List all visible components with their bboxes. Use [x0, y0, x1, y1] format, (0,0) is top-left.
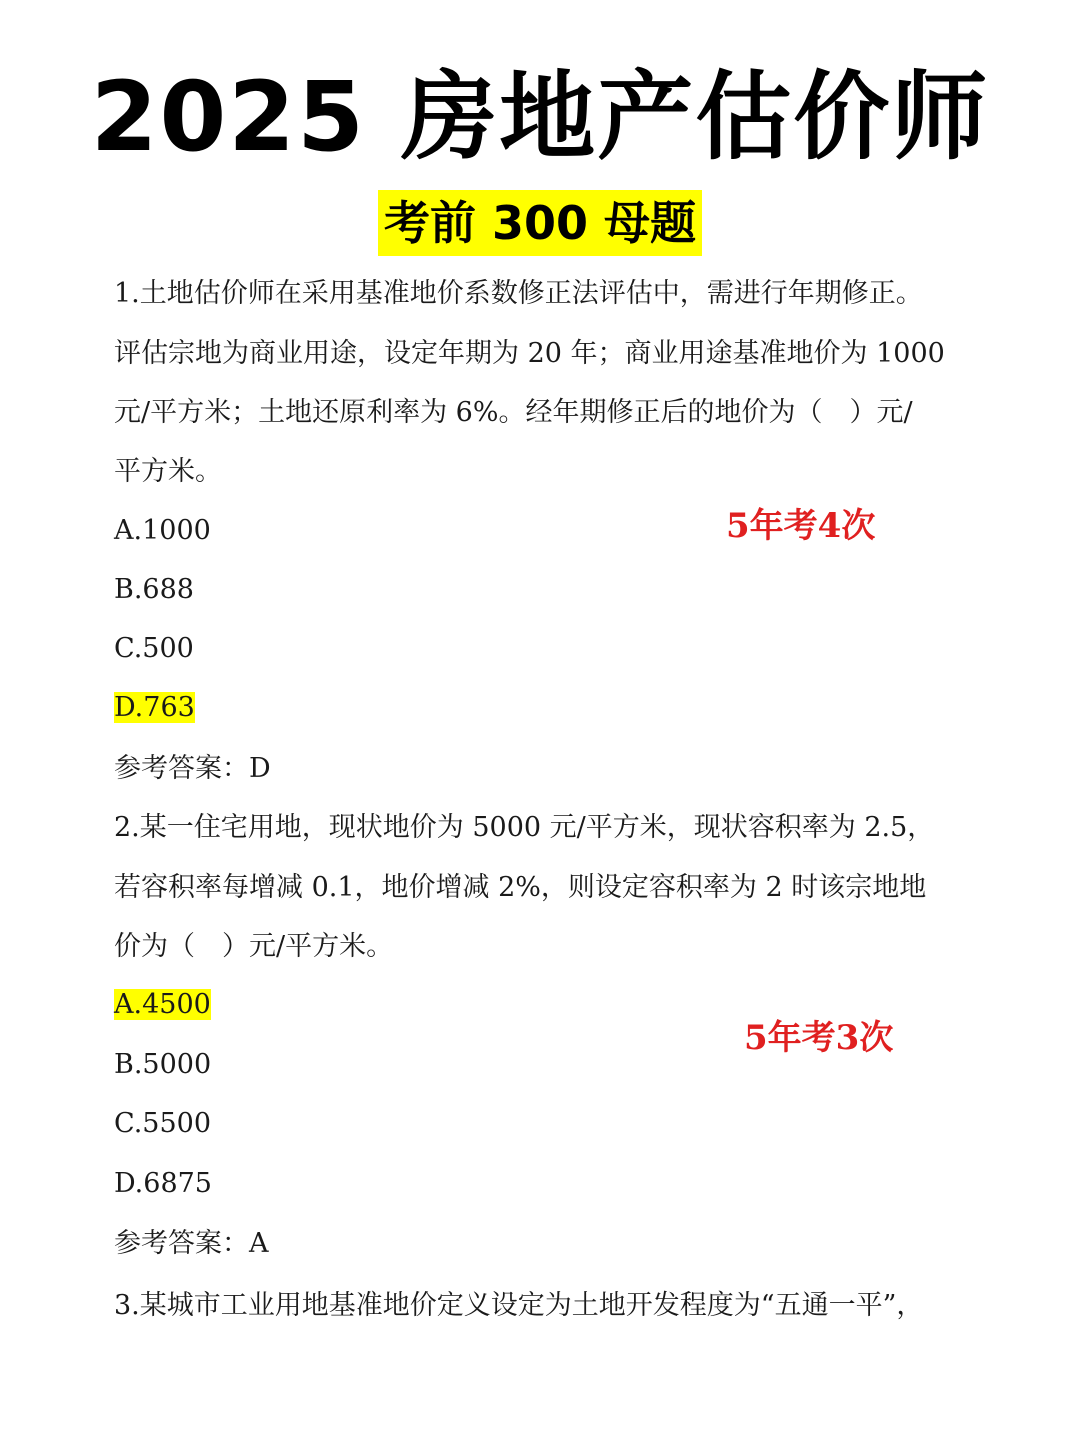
question-3-stem-line-1: 3.某城市工业用地基准地价定义设定为土地开发程度为“五通一平”，	[114, 1290, 924, 1321]
question-1-stem-line-4: 平方米。	[114, 456, 222, 487]
question-1-option-b: B.688	[114, 574, 194, 605]
question-1-option-d	[114, 690, 195, 726]
question-2-answer: 参考答案：A	[114, 1228, 269, 1259]
question-2-stem-line-2: 若容积率每增减 0.1，地价增减 2%，则设定容积率为 2 时该宗地地	[114, 872, 927, 903]
question-2-option-a	[114, 987, 211, 1023]
question-2-frequency-note: 5年考3次	[744, 1018, 894, 1058]
subtitle-container	[0, 190, 1080, 256]
subtitle-highlight: 考前 300 母题	[378, 190, 702, 256]
question-1-stem-line-1: 1.土地估价师在采用基准地价系数修正法评估中，需进行年期修正。	[114, 278, 923, 309]
question-1-answer: 参考答案：D	[114, 753, 271, 784]
question-1-highlighted-option: D.763	[114, 692, 195, 723]
question-1-frequency-note: 5年考4次	[726, 506, 876, 546]
question-2-option-c: C.5500	[114, 1108, 211, 1139]
question-2-highlighted-option: A.4500	[114, 989, 211, 1020]
question-1-option-a: A.1000	[114, 515, 211, 546]
question-1-stem-line-2: 评估宗地为商业用途，设定年期为 20 年；商业用途基准地价为 1000	[114, 338, 945, 369]
page-title: 2025 房地产估价师	[90, 61, 990, 173]
question-2-stem-line-3: 价为（ ）元/平方米。	[114, 931, 394, 962]
question-1-stem-line-3: 元/平方米；土地还原利率为 6%。经年期修正后的地价为（ ）元/	[114, 397, 913, 428]
question-2-option-d: D.6875	[114, 1168, 212, 1199]
question-2-option-b: B.5000	[114, 1049, 212, 1080]
question-2-stem-line-1: 2.某一住宅用地，现状地价为 5000 元/平方米，现状容积率为 2.5，	[114, 812, 935, 843]
question-1-option-c: C.500	[114, 633, 194, 664]
